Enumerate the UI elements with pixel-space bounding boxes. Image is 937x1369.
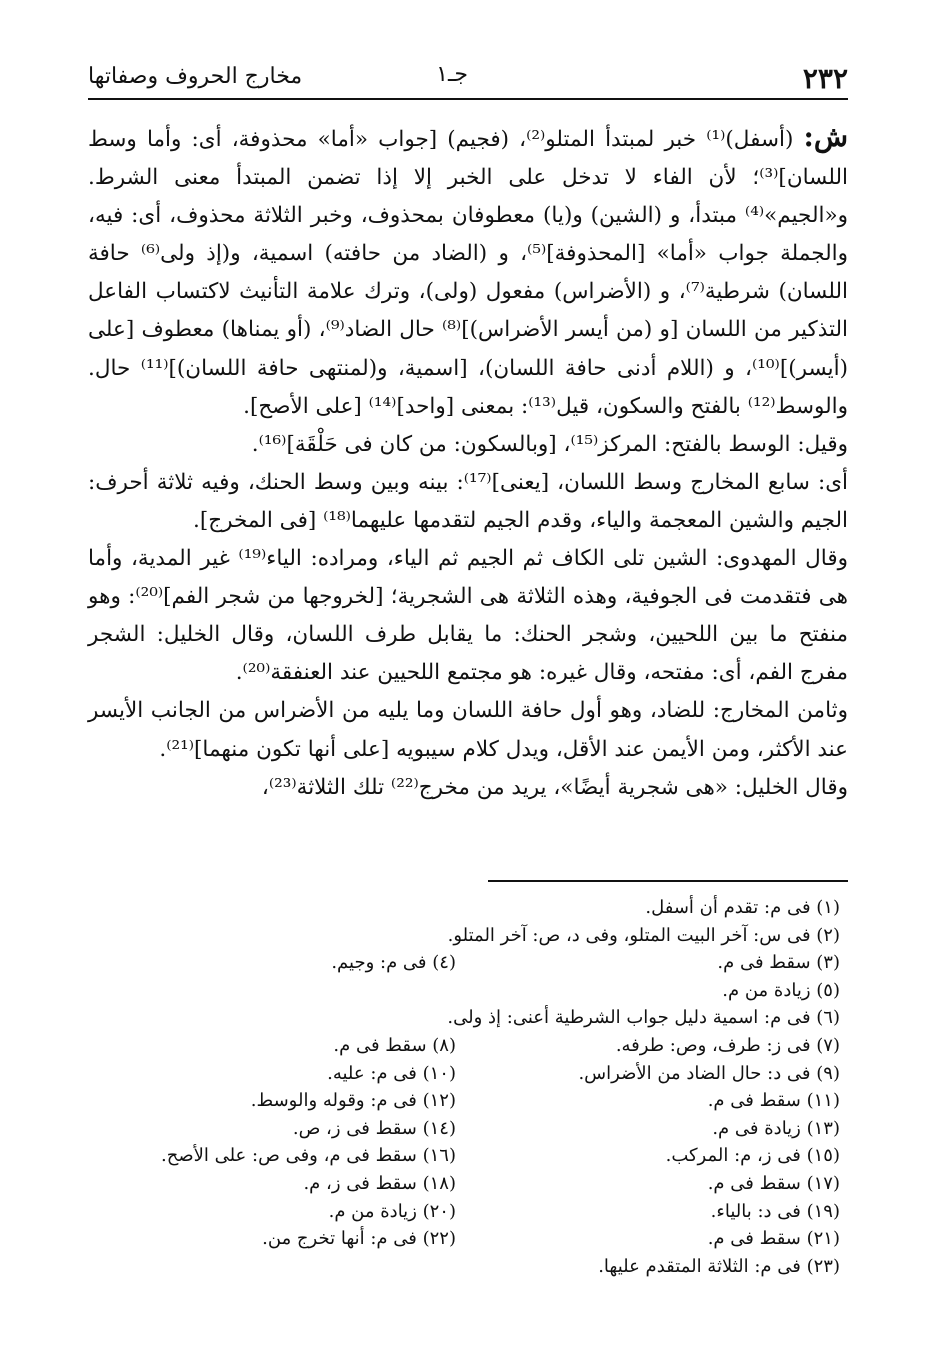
footnote: (٢١) سقط فى م. — [707, 1228, 840, 1250]
footnote: (٦) فى م: اسمية دليل جواب الشرطية أعنى: إذ ولى. — [447, 1007, 840, 1029]
footnote: (١٣) زيادة فى م. — [712, 1117, 840, 1139]
footnote-row — [88, 949, 840, 977]
footnote: (٤) فى م: وجيم. — [331, 952, 456, 974]
paragraph-6: وقال الخليل: «هى شجرية أيضًا»، يريد من مخرج⁽²²⁾ تلك الثلاثة⁽²³⁾، — [261, 774, 848, 800]
footnote: (١٢) فى م: وقوله والوسط. — [250, 1090, 456, 1112]
footnote: (٩) فى د: حال الضاد من الأضراس. — [578, 1062, 840, 1084]
paragraph-text: (أسفل)⁽¹⁾ خبر لمبتدأ المتلو⁽²⁾، (فجيم) [جواب «أما» محذوفة، أى: وأما وسط اللسان]⁽³⁾؛ لأن الفاء لا تدخل على الخبر إلا إذا تضمن المبتدأ معنى الشرط. و«الجيم»⁽⁴⁾ مبتدأ، و (الشين) و(يا) معطوفان بمحذوف، وخبر الثلاثة محذوف، أى: فيه، والجملة جواب «أما» [المحذوفة]⁽⁵⁾، و (الضاد من حافته) اسمية، و(إذ ولى⁽⁶⁾ حافة اللسان) شرطية⁽⁷⁾، و (الأضراس) مفعول (ولى)، وترك علامة التأنيث لاكتساب الفاعل التذكير من اللسان [و (من أيسر الأضراس)]⁽⁸⁾ حال الضاد⁽⁹⁾، (أو يمناها) معطوف [على (أيسر)]⁽¹⁰⁾، و (اللام أدنى حافة اللسان)، [اسمية، و(لمنتهى حافة اللسان)]⁽¹¹⁾ حال. والوسط⁽¹²⁾ بالفتح والسكون، قيل⁽¹³⁾: بمعنى [واحد]⁽¹⁴⁾ [على الأصح]. — [88, 127, 848, 419]
footnote: (١٩) فى د: بالياء. — [710, 1200, 840, 1222]
page-header — [88, 58, 848, 100]
volume-label: جـ١ — [436, 62, 468, 87]
commentary-marker: ش: — [803, 120, 849, 153]
footnote: (٣) سقط فى م. — [717, 952, 840, 974]
footnote: (٢٢) فى م: أنها تخرج من. — [262, 1228, 456, 1250]
footnote-row — [88, 894, 840, 922]
footnote-row — [88, 1142, 840, 1170]
footnote: (١٠) فى م: عليه. — [327, 1062, 456, 1084]
footnote-row — [88, 1115, 840, 1143]
paragraph-3: أى: سابع المخارج وسط اللسان، [يعنى]⁽¹⁷⁾: بينه وبين وسط الحنك، وفيه ثلاثة أحرف: الجيم والشين المعجمة والياء، وقدم الجيم لتقدمها عليهما⁽¹⁸⁾ [فى المخرج]. — [88, 469, 848, 533]
footnote: (٧) فى ز: طرف، وص: طرفه. — [615, 1034, 840, 1056]
paragraph-1 — [88, 118, 848, 426]
footnote: (١٧) سقط فى م. — [707, 1172, 840, 1194]
footnote-row — [88, 1060, 840, 1088]
footnote-row — [88, 977, 840, 1005]
footnotes — [88, 894, 840, 1280]
footnote-row — [88, 1253, 840, 1281]
footnote: (٨) سقط فى م. — [333, 1034, 456, 1056]
footnote-row — [88, 1198, 840, 1226]
footnote-row — [88, 1170, 840, 1198]
main-text — [88, 118, 848, 807]
footnote: (١٤) سقط فى ز، ص. — [292, 1117, 456, 1139]
footnote-separator — [488, 880, 848, 882]
footnote: (١٦) سقط فى م، وفى ص: على الأصح. — [160, 1145, 456, 1167]
chapter-title: مخارج الحروف وصفاتها — [88, 64, 303, 89]
footnote: (٥) زيادة من م. — [722, 979, 840, 1001]
page-number: ٢٣٢ — [802, 62, 848, 95]
footnote: (٢٠) زيادة من م. — [328, 1200, 456, 1222]
paragraph-5: وثامن المخارج: للضاد، وهو أول حافة اللسان وما يليه من الأضراس من الجانب الأيسر عند الأكثر، ومن الأيمن عند الأقل، ويدل كلام سيبويه [على أنها تكون منهما]⁽²¹⁾. — [88, 698, 848, 762]
footnote: (٢) فى س: آخر البيت المتلو، وفى د، ص: آخر المتلو. — [447, 924, 840, 946]
paragraph-2: وقيل: الوسط بالفتح: المركز⁽¹⁵⁾، [وبالسكون: من كان فى حَلْقَة]⁽¹⁶⁾. — [251, 431, 848, 457]
footnote-row — [88, 1032, 840, 1060]
footnote: (١٥) فى ز، م: المركب. — [665, 1145, 840, 1167]
footnote-row — [88, 1004, 840, 1032]
footnote-row — [88, 1225, 840, 1253]
footnote: (١) فى م: تقدم أن أسفل. — [645, 897, 840, 918]
footnote: (١٨) سقط فى ز، م. — [303, 1172, 456, 1194]
footnote-row — [88, 1087, 840, 1115]
footnote-row — [88, 922, 840, 950]
paragraph-4: وقال المهدوى: الشين تلى الكاف ثم الجيم ثم الياء، ومراده: الياء⁽¹⁹⁾ غير المدية، وأما هى فتقدمت فى الجوفية، وهذه الثلاثة هى الشجرية؛ [لخروجها من شجر الفم]⁽²⁰⁾: وهو منفتح ما بين اللحيين، وشجر الحنك: ما يقابل طرف اللسان، وقال الخليل: الشجر مفرج الفم، أى: مفتحه، وقال غيره: هو مجتمع اللحيين عند العنفقة⁽²⁰⁾. — [88, 546, 849, 686]
footnote: (٢٣) فى م: الثلاثة المتقدم عليها. — [598, 1255, 840, 1277]
footnote: (١١) سقط فى م. — [707, 1090, 840, 1112]
